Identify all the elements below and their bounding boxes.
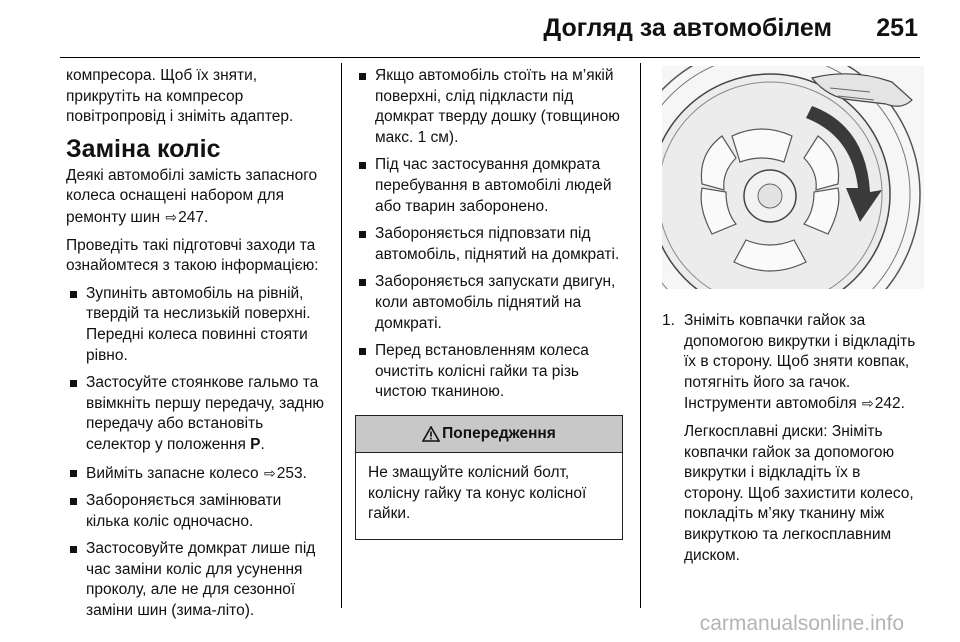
- bullet-square-icon: [359, 279, 366, 286]
- list-item: Перед встановленням колеса очистіть колісні гайки та різь чистою тканиною.: [355, 341, 627, 403]
- bullet-list: [355, 66, 627, 403]
- bullet-square-icon: [359, 73, 366, 80]
- bullet-square-icon: [70, 498, 77, 505]
- list-item: [662, 311, 924, 566]
- bullet-square-icon: [70, 380, 77, 387]
- arrow-ref-icon: ⇨: [862, 395, 874, 412]
- list-item: Забороняється замінювати кілька коліс одночасно.: [66, 491, 328, 532]
- steps-list: [662, 311, 924, 566]
- column-divider-1: [341, 63, 342, 608]
- bullet-square-icon: [359, 348, 366, 355]
- warning-box: [355, 415, 623, 540]
- column-3: [662, 66, 924, 573]
- warning-body: Не змащуйте колісний болт, колісну гайку та конус колісної гайки.: [368, 463, 587, 523]
- page-number: 251: [876, 14, 918, 42]
- bullet-square-icon: [70, 546, 77, 553]
- column-1: [66, 66, 328, 629]
- bullet-square-icon: [70, 470, 77, 477]
- bullet-list: [66, 284, 328, 622]
- page-ref[interactable]: 242.: [874, 395, 905, 413]
- step-text: Зніміть ковпачки гайок за допомогою викрутки і відкладіть їх в сторону. Щоб зняти ковпак, потягніть його за гачок. Інструменти автомобіля ⇨242.: [684, 312, 916, 413]
- bullet-square-icon: [359, 231, 366, 238]
- list-item: Зупиніть автомобіль на рівній, твердій та неслизькій поверхні. Передні колеса повинні стояти рівно.: [66, 284, 328, 366]
- warning-triangle-icon: [422, 426, 440, 442]
- arrow-ref-icon: ⇨: [263, 464, 276, 481]
- list-item: Забороняється підповзати під автомобіль, піднятий на домкраті.: [355, 224, 627, 265]
- section-title: Заміна коліс: [66, 134, 221, 163]
- page-header-title: Догляд за автомобілем: [543, 14, 832, 42]
- list-item: Забороняється запускати двигун, коли автомобіль піднятий на домкраті.: [355, 272, 627, 334]
- paragraph-1: Деякі автомобілі замість запасного колеса оснащені набором для ремонту шин ⇨247.: [66, 166, 318, 226]
- header-rule: [60, 57, 920, 58]
- wheel-cover-removal-illustration: [662, 66, 924, 289]
- watermark: carmanualsonline.info: [699, 612, 904, 635]
- column-2: [355, 66, 627, 540]
- arrow-ref-icon: ⇨: [165, 208, 178, 225]
- step-number: 1.: [662, 312, 675, 329]
- paragraph-2: Проведіть такі підготовчі заходи та ознайомтеся з такою інформацією:: [66, 236, 319, 275]
- page-ref[interactable]: 247.: [178, 208, 209, 226]
- page-ref[interactable]: 253.: [276, 464, 307, 482]
- list-item: Якщо автомобіль стоїть на м’якій поверхні, слід підкласти під домкрат тверду дошку (товщиною макс. 1 см).: [355, 66, 627, 148]
- wheel-illustration-icon: [662, 66, 924, 289]
- list-item: Застосуйте стоянкове гальмо та ввімкніть першу передачу, задню передачу або встановіть селектор у положення P.: [66, 373, 328, 455]
- step-subparagraph: Легкосплавні диски: Зніміть ковпачки гайок за допомогою викрутки і відкладіть їх в сторону. Щоб захистити колесо, покладіть м’яку тканину між викруткою та легкосплавним диском.: [684, 422, 914, 564]
- bullet-square-icon: [359, 162, 366, 169]
- list-item: Під час застосування домкрата перебування в автомобілі людей або тварин заборонено.: [355, 155, 627, 217]
- warning-header: [356, 416, 622, 453]
- column-divider-2: [640, 63, 641, 608]
- intro-paragraph: компресора. Щоб їх зняти, прикрутіть на компресор повітропровід і зніміть адаптер.: [66, 67, 294, 126]
- bullet-square-icon: [70, 291, 77, 298]
- warning-title: Попередження: [442, 424, 556, 442]
- list-item: Застосовуйте домкрат лише під час заміни коліс для усунення проколу, але не для сезонної заміни шин (зима-літо).: [66, 539, 328, 621]
- list-item: Вийміть запасне колесо ⇨253.: [66, 463, 328, 485]
